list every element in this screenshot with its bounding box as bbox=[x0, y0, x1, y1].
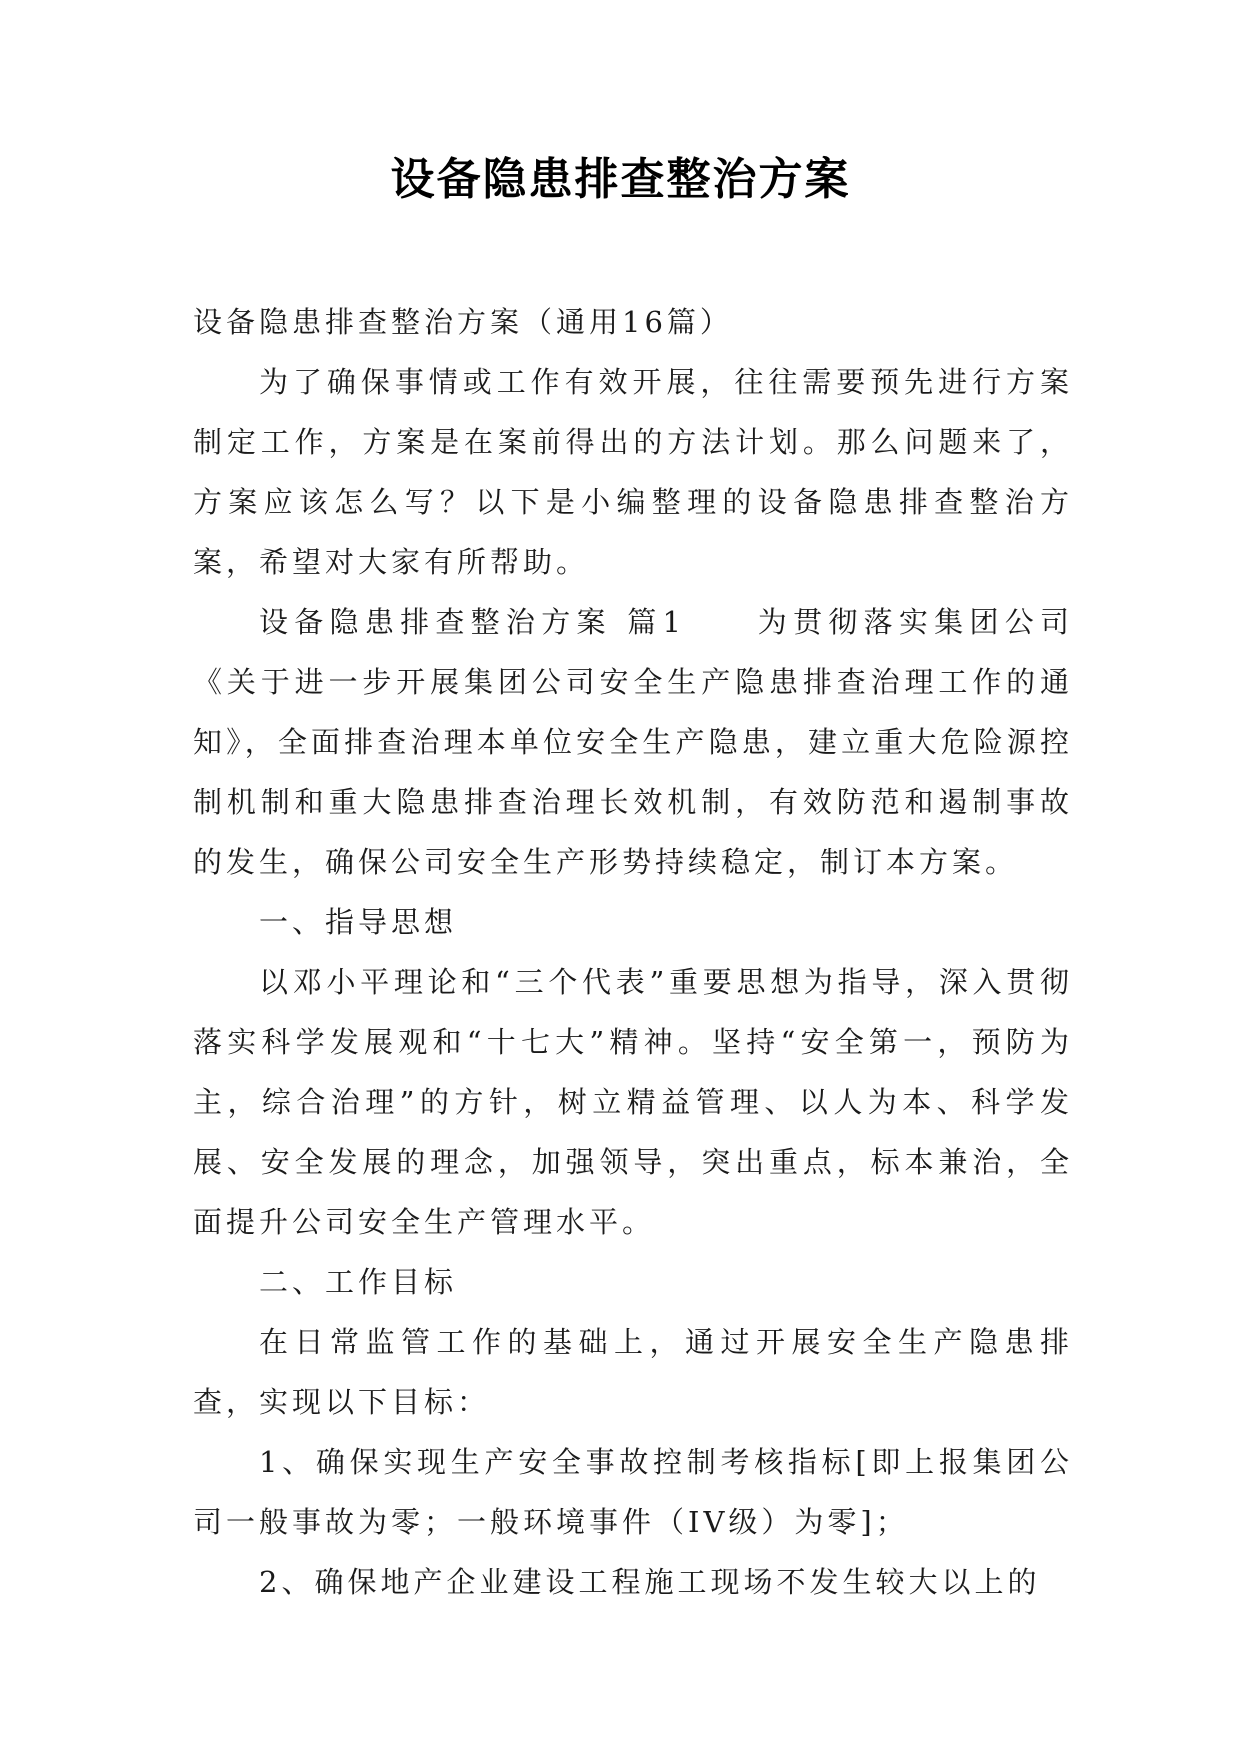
body-paragraph: 为了确保事情或工作有效开展，往往需要预先进行方案制定工作，方案是在案前得出的方法计划。那么问题来了，方案应该怎么写？以下是小编整理的设备隐患排查整治方案，希望对大家有所帮助。 bbox=[193, 365, 1073, 579]
body-paragraph: 1、确保实现生产安全事故控制考核指标[即上报集团公司一般事故为零；一般环境事件（IV级）为零]； bbox=[193, 1445, 1073, 1539]
body-paragraph: 一、指导思想 bbox=[259, 905, 458, 939]
document-body bbox=[193, 292, 1073, 1612]
body-paragraph: 以邓小平理论和“三个代表”重要思想为指导，深入贯彻落实科学发展观和“十七大”精神。坚持“安全第一，预防为主，综合治理”的方针，树立精益管理、以人为本、科学发展、安全发展的理念，加强领导，突出重点，标本兼治，全面提升公司安全生产管理水平。 bbox=[193, 965, 1073, 1239]
document-title: 设备隐患排查整治方案 bbox=[390, 154, 851, 205]
body-paragraph: 设备隐患排查整治方案（通用16篇） bbox=[193, 305, 733, 339]
body-paragraph: 2、确保地产企业建设工程施工现场不发生较大以上的 bbox=[259, 1565, 1041, 1599]
body-paragraph: 在日常监管工作的基础上，通过开展安全生产隐患排查，实现以下目标： bbox=[193, 1325, 1073, 1419]
body-paragraph: 二、工作目标 bbox=[259, 1265, 458, 1299]
body-paragraph: 设备隐患排查整治方案 篇1 为贯彻落实集团公司《关于进一步开展集团公司安全生产隐患排查治理工作的通知》，全面排查治理本单位安全生产隐患，建立重大危险源控制机制和重大隐患排查治理长效机制，有效防范和遏制事故的发生，确保公司安全生产形势持续稳定，制订本方案。 bbox=[193, 605, 1073, 879]
